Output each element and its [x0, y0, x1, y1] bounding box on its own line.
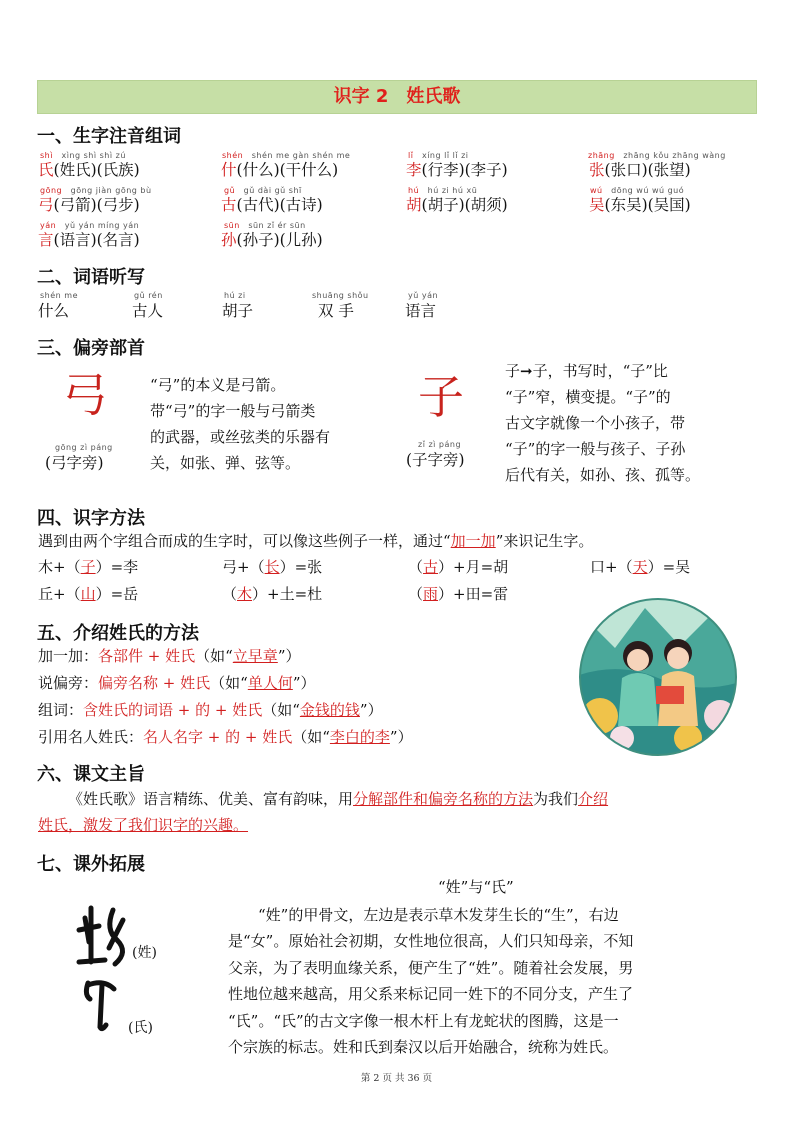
vocab-item: 言(语言)(名言)	[38, 231, 140, 249]
section-heading-4: 四、识字方法	[37, 508, 145, 529]
method-example: 弓+（长）=张	[222, 558, 323, 576]
dictation-word: 什么	[38, 302, 70, 320]
dictation-word: 古人	[132, 302, 164, 320]
radical-label: (子字旁)	[406, 451, 465, 469]
dictation-word: 双 手	[318, 302, 354, 320]
glyph-label: (氏)	[128, 1020, 153, 1036]
radical-zi-text: 子➞子，书写时，“子”比 “子”窄，横变提。“子”的 古文字就像一个小孩子，带 “子”的字一般与孩子、子孙 后代有关，如孙、孩、孤等。	[505, 362, 701, 484]
page-title: 识字 2 姓氏歌	[37, 80, 757, 114]
method-intro: 遇到由两个字组合而成的生字时，可以像这些例子一样，通过“加一加”来识记生字。	[38, 532, 594, 550]
pinyin: yán yǔ yán míng yán	[40, 221, 140, 230]
pinyin: gǔ gǔ dài gǔ shī	[224, 186, 302, 195]
vocab-item: 氏(姓氏)(氏族)	[38, 161, 140, 179]
pinyin: shén me	[40, 291, 78, 300]
page-number: 第 2 页 共 36 页	[360, 1073, 433, 1084]
pinyin: shén shén me gàn shén me	[222, 151, 351, 160]
method-example: （雨）+田=雷	[408, 585, 509, 603]
pinyin: zǐ zì páng	[418, 440, 462, 449]
pinyin: hú hú zi hú xū	[408, 186, 478, 195]
vocab-item: 弓(弓箭)(弓步)	[38, 196, 140, 214]
vocab-item: 什(什么)(干什么)	[221, 161, 339, 179]
pinyin: lǐ xíng lǐ lǐ zi	[408, 151, 469, 160]
glyph-label: (姓)	[132, 945, 157, 961]
intro-way: 组词：含姓氏的词语 + 的 + 姓氏（如“金钱的钱”）	[38, 701, 383, 719]
oracle-shi-glyph	[80, 975, 125, 1035]
pinyin: gōng gōng jiàn gōng bù	[40, 186, 152, 195]
section-heading-7: 七、课外拓展	[37, 854, 145, 875]
radical-gong-glyph: 弓	[62, 368, 108, 422]
pinyin: gōng zì páng	[55, 443, 113, 452]
method-example: 丘+（山）=岳	[38, 585, 139, 603]
radical-label: (弓字旁)	[45, 454, 104, 472]
section-heading-1: 一、生字注音组词	[37, 126, 181, 147]
vocab-item: 胡(胡子)(胡须)	[406, 196, 508, 214]
radical-gong-text: “弓”的本义是弓箭。 带“弓”的字一般与弓箭类 的武器，或丝弦类的乐器有 关，如张、弹、弦等。	[150, 376, 331, 472]
method-example: （古）+月=胡	[408, 558, 509, 576]
oracle-xing-glyph	[75, 900, 135, 970]
pinyin: zhāng zhāng kǒu zhāng wàng	[588, 151, 726, 160]
vocab-item: 吴(东吴)(吴国)	[589, 196, 691, 214]
dictation-word: 胡子	[222, 302, 254, 320]
vocab-item: 孙(孙子)(儿孙)	[221, 231, 323, 249]
theme-paragraph: 《姓氏歌》语言精练、优美、富有韵味，用分解部件和偏旁名称的方法为我们介绍 姓氏，激发了我们识字的兴趣。	[38, 790, 609, 834]
method-example: 木+（子）=李	[38, 558, 139, 576]
radical-zi-glyph: 子	[418, 370, 464, 424]
pinyin: wú dōng wú wú guó	[590, 186, 685, 195]
method-example: （木）+土=杜	[222, 585, 323, 603]
intro-way: 加一加：各部件 + 姓氏（如“立早章”）	[38, 647, 301, 665]
pinyin: gǔ rén	[134, 291, 163, 300]
vocab-item: 古(古代)(古诗)	[221, 196, 323, 214]
pinyin: shuāng shǒu	[312, 291, 369, 300]
pinyin: hú zi	[224, 291, 246, 300]
pinyin: shì xìng shì shì zú	[40, 151, 126, 160]
intro-way: 引用名人姓氏：名人名字 + 的 + 姓氏（如“李白的李”）	[38, 728, 413, 746]
extension-paragraph: “姓”的甲骨文，左边是表示草木发芽生长的“生”，右边 是“女”。原始社会初期，女性地位很高，人们只知母亲，不知 父亲，为了表明血缘关系，便产生了“姓”。随着社会发展，男 性地位越来越高，用父系来标记同一姓下的不同分支，产生了 “氏”。“氏”的古文字像一根木杆上有龙蛇状的图腾，这是一 个宗族的标志。姓和氏到秦汉以后开始融合，统称为姓氏。	[228, 906, 634, 1057]
section-heading-2: 二、词语听写	[37, 267, 145, 288]
pinyin: sūn sūn zǐ ér sūn	[224, 221, 306, 230]
children-reading-illustration	[560, 598, 756, 756]
pinyin: yǔ yán	[408, 291, 439, 300]
dictation-word: 语言	[405, 302, 437, 320]
section-heading-6: 六、课文主旨	[37, 764, 145, 785]
extension-heading: “姓”与“氏”	[438, 878, 514, 896]
vocab-item: 张(张口)(张望)	[589, 161, 691, 179]
section-heading-5: 五、介绍姓氏的方法	[37, 623, 199, 644]
section-heading-3: 三、偏旁部首	[37, 338, 145, 359]
intro-way: 说偏旁：偏旁名称 + 姓氏（如“单人何”）	[38, 674, 316, 692]
method-example: 口+（天）=吴	[590, 558, 691, 576]
vocab-item: 李(行李)(李子)	[406, 161, 508, 179]
